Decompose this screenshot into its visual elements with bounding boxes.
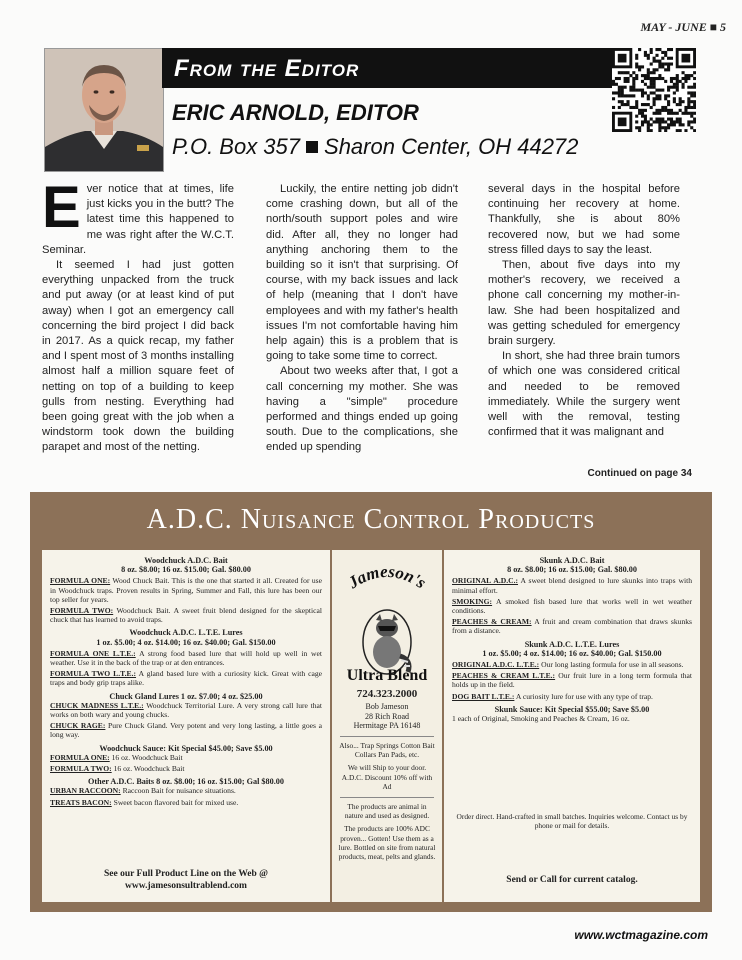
- skunk-products-panel: [444, 550, 700, 902]
- product-text: Our long lasting formula for use in all seasons.: [541, 660, 684, 670]
- product-label: ORIGINAL A.D.C. L.T.E.:: [452, 660, 540, 670]
- product-group-title: Skunk A.D.C. L.T.E. Lures: [524, 639, 620, 649]
- product-text: Pure Chuck Gland. Very potent and very long lasting, a little goes a long way.: [50, 721, 322, 740]
- product-description: [50, 798, 322, 807]
- ingredients-note: The products are 100% ADC proven... Gotten! Use them as a lure. Bottled on site from natural products, meat, pelts and glands.: [338, 824, 436, 862]
- product-text: A sweet blend designed to lure skunks into traps with minimal effort.: [452, 576, 692, 595]
- product-list: [444, 550, 700, 723]
- article-column-2: [266, 182, 458, 456]
- product-text: A curiosity lure for use with any type of trap.: [515, 691, 653, 701]
- raccoon-logo-icon: [334, 556, 440, 684]
- product-label: FORMULA ONE L.T.E.:: [50, 648, 136, 658]
- owner-name: Bob Jameson: [365, 702, 409, 712]
- product-label: FORMULA TWO:: [50, 606, 114, 616]
- product-text: A strong food based lure that will hold up well in wet weather. Use it in the back of the trap or at den entrances.: [50, 648, 323, 668]
- product-group-price: 8 oz. $8.00; 16 oz. $15.00; Gal. $80.00: [507, 565, 637, 575]
- editor-address: [172, 134, 578, 160]
- drop-cap: E: [42, 175, 81, 240]
- product-label: FORMULA ONE:: [50, 752, 110, 762]
- web-notice: See our Full Product Line on the Web @ www.jamesonsultrablend.com: [42, 868, 330, 892]
- product-list: [42, 550, 330, 807]
- product-group-title: Skunk Sauce: Kit Special $55.00; Save $5.00: [494, 704, 650, 714]
- product-label: CHUCK MADNESS L.T.E.:: [50, 700, 144, 710]
- product-text: Sweet bacon flavored bait for mixed use.: [113, 797, 239, 807]
- editor-photo: [44, 48, 164, 172]
- product-description: [452, 671, 692, 689]
- product-description: [50, 649, 322, 667]
- product-label: SMOKING:: [452, 596, 493, 606]
- article-paragraph: several days in the hospital before continuing her recovery at home. Thankfully, she is about 80% recovered now, but we had some stress filled days to say the least.: [488, 183, 680, 256]
- product-label: URBAN RACCOON:: [50, 786, 121, 796]
- magazine-website[interactable]: www.wctmagazine.com: [574, 928, 708, 942]
- product-description: [452, 597, 692, 615]
- product-group-price: 1 oz. $5.00; 4 oz. $14.00; 16 oz. $40.00; Gal. $150.00: [482, 648, 662, 658]
- continued-on-page: Continued on page 34: [587, 468, 692, 479]
- supplies-note: Also... Trap Springs Cotton Bait Collars Pan Pads, etc.: [339, 741, 435, 760]
- product-text: 1 each of Original, Smoking and Peaches & Cream, 16 oz.: [452, 714, 630, 724]
- product-text: Our fruit lure in a long term formula that holds up in the field.: [452, 671, 692, 690]
- product-description: [50, 753, 322, 762]
- product-description: [452, 714, 692, 723]
- article-column-3: [488, 182, 680, 440]
- product-group-title: Other A.D.C. Baits 8 oz. $8.00; 16 oz. $15.00; Gal $80.00: [88, 777, 284, 787]
- editor-name: ERIC ARNOLD, EDITOR: [172, 100, 419, 125]
- product-label: PEACHES & CREAM L.T.E.:: [452, 671, 556, 681]
- article-column-1: [42, 175, 234, 456]
- address-line-1: 28 Rich Road: [365, 711, 409, 721]
- product-description: [50, 786, 322, 795]
- article-paragraph: Ever notice that at times, life just kicks you in the butt? The latest time this happened to me was right after the W.C.T. Seminar.: [42, 175, 234, 256]
- article-paragraph: Luckily, the entire netting job didn't come crashing down, but all of the north/south support poles and wire did. After all, they no longer had anything anchoring them to the building so it isn't that surprising. Of course, with my back issues and lack of help (meaning that I don't have employees and with my father's health issues I'm not comfortable having him help again) this is a problem that is going to take some time to correct.: [266, 183, 458, 363]
- product-description: [452, 576, 692, 594]
- product-label: TREATS BACON:: [50, 797, 112, 807]
- qr-code: [612, 48, 696, 132]
- product-label: CHUCK RAGE:: [50, 721, 106, 731]
- product-group-price: 8 oz. $8.00; 16 oz. $15.00; Gal. $80.00: [121, 565, 251, 575]
- product-text: Woodchuck Bait. A sweet fruit blend designed for the skeptical chuck that has learned to avoid traps.: [50, 606, 322, 625]
- product-description: [50, 669, 322, 687]
- article-paragraph: It seemed I had just gotten everything unpacked from the truck and put away (or at least kind of put away) when I got an emergency call concerning the bird project I did back in 2017. As a quick recap, my father and I spent most of 3 months installing almost half a million square feet of netting on top of a building to keep gulls from nesting. Everything had been going great with the job when a windstorm took down the building parapet and most of the netting.: [42, 259, 234, 454]
- article-paragraph: In short, she had three brain tumors of which one was considered critical and needed to be removed immediately. While the surgery went well with the removal, testing confirmed that it was malignant and: [488, 350, 680, 439]
- product-label: FORMULA TWO:: [50, 764, 112, 774]
- product-description: [452, 617, 692, 635]
- brand-subtitle: Ultra Blend: [346, 667, 428, 684]
- product-description: [50, 764, 322, 773]
- product-text: 16 oz. Woodchuck Bait: [113, 764, 185, 774]
- editor-city: Sharon Center, OH 44272: [324, 134, 579, 159]
- adc-advertisement: [30, 492, 712, 912]
- product-text: A gland based lure with a curiosity kick. Great with cage traps and body grip traps alike.: [50, 669, 322, 688]
- product-text: 16 oz. Woodchuck Bait: [111, 752, 183, 762]
- product-description: [50, 576, 322, 604]
- issue-tag: MAY - JUNE ■ 5: [640, 20, 726, 34]
- product-group-title: Woodchuck A.D.C. L.T.E. Lures: [129, 628, 243, 638]
- product-label: DOG BAIT L.T.E.:: [452, 691, 515, 701]
- product-text: Wood Chuck Bait. This is the one that started it all. Created for use in Woodchuck traps. Proven results in Spring, Summer and Fall, this lure has been our top seller for years.: [50, 576, 322, 604]
- product-description: [50, 701, 322, 719]
- product-description: [50, 606, 322, 624]
- product-group-title: Woodchuck Sauce: Kit Special $45.00; Save $5.00: [99, 743, 273, 753]
- qr-code-image: [612, 48, 696, 132]
- contact-note: Order direct. Hand-crafted in small batches. Inquiries welcome. Contact us by phone or mail for details.: [456, 812, 688, 831]
- phone-number[interactable]: 724.323.2000: [356, 688, 418, 701]
- product-text: Raccoon Bait for nuisance situations.: [122, 786, 236, 796]
- square-bullet-icon: [306, 141, 318, 153]
- section-title: From the Editor: [174, 55, 360, 82]
- product-group-title: Skunk A.D.C. Bait: [539, 556, 605, 565]
- svg-text:Jameson's: [344, 562, 430, 593]
- article-paragraph: Then, about five days into my mother's recovery, we received a phone call concerning my mother-in-law. She had been hospitalized and was getting scheduled for emergency brain surgery.: [488, 259, 680, 348]
- product-group-title: Woodchuck A.D.C. Bait: [144, 556, 228, 565]
- disclaimer-note: The products are animal in nature and used as designed.: [344, 802, 430, 821]
- product-description: [452, 692, 692, 701]
- product-group-title: Chuck Gland Lures 1 oz. $7.00; 4 oz. $25.00: [109, 691, 263, 701]
- section-banner: [162, 48, 612, 88]
- product-label: ORIGINAL A.D.C.:: [452, 576, 519, 586]
- product-text: A fruit and cream combination that draws skunks from a distance.: [452, 617, 693, 636]
- shipping-note: We will Ship to your door. A.D.C. Discount 10% off with Ad: [341, 763, 433, 791]
- catalog-notice: Send or Call for current catalog.: [506, 875, 638, 885]
- woodchuck-products-panel: [42, 550, 330, 902]
- product-description: [50, 721, 322, 739]
- product-label: FORMULA ONE:: [50, 576, 111, 586]
- product-label: FORMULA TWO L.T.E.:: [50, 669, 137, 679]
- brand-name-arc: Jameson's: [344, 561, 430, 593]
- product-description: [452, 660, 692, 669]
- product-group-price: 1 oz. $5.00; 4 oz. $14.00; 16 oz. $40.00; Gal. $150.00: [96, 637, 276, 647]
- address-line-2: Hermitage PA 16148: [353, 720, 421, 730]
- product-text: Woodchuck Territorial Lure. A very strong call lure that works on both wary and young chucks.: [50, 700, 323, 720]
- editor-portrait-image: [45, 49, 163, 171]
- product-label: PEACHES & CREAM:: [452, 617, 532, 627]
- product-website[interactable]: www.jamesonsultrablend.com: [125, 881, 247, 891]
- po-box: P.O. Box 357: [172, 134, 301, 159]
- ad-title: A.D.C. Nuisance Control Products: [146, 504, 596, 535]
- product-text: A smoked fish based lure that works well in wet weather conditions.: [452, 596, 692, 616]
- jamesons-brand-panel: [332, 550, 442, 902]
- article-paragraph: About two weeks after that, I got a call concerning my mother. She was having a "simple" procedure performed and things ended up going south. Due to the complications, she ended up spending: [266, 365, 458, 454]
